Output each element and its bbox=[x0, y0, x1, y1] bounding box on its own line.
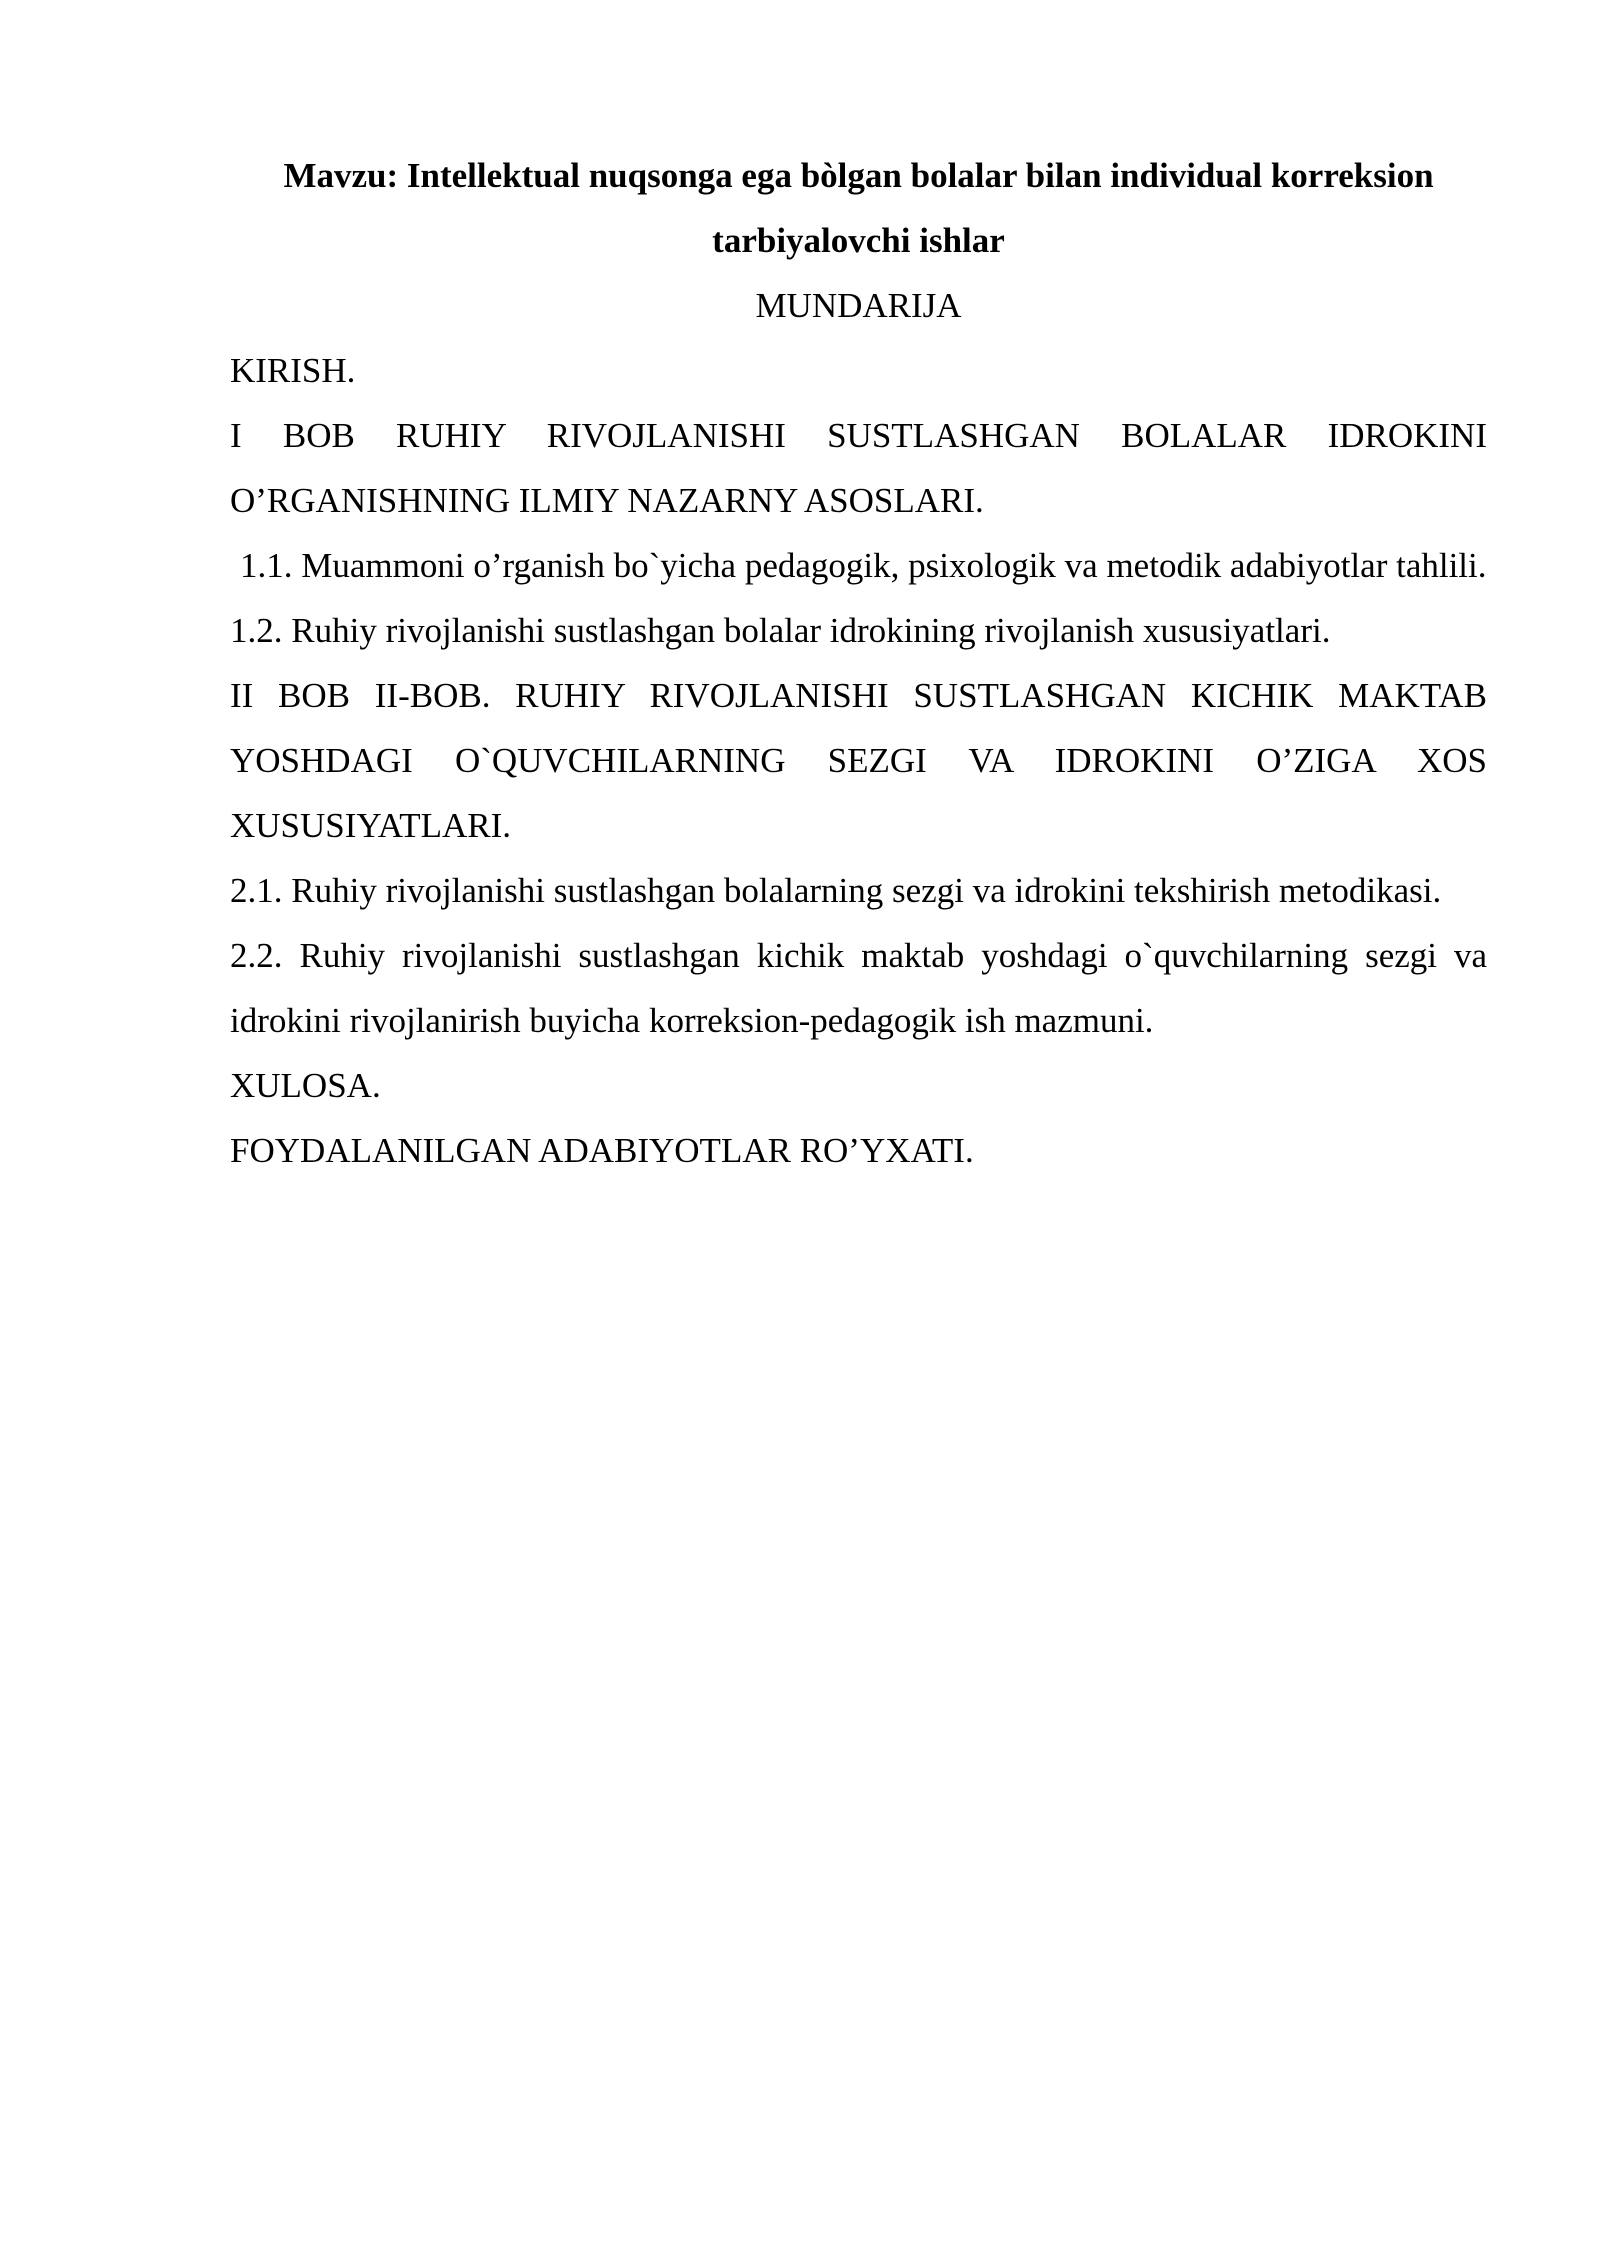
toc-entry-chapter-2: II BOB II-BOB. RUHIY RIVOJLANISHI SUSTLASHGAN KICHIK MAKTAB YOSHDAGI O`QUVCHILARNING SEZGI VA IDROKINI O’ZIGA XOS XUSUSIYATLARI. bbox=[230, 676, 1487, 845]
contents-heading: MUNDARIJA bbox=[755, 286, 962, 325]
toc-entry-section-2-2: 2.2. Ruhiy rivojlanishi sustlashgan kichik maktab yoshdagi o`quvchilarning sezgi va idrokini rivojlanirish buyicha korreksion-pedagogik ish mazmuni. bbox=[230, 936, 1487, 1040]
toc-entry-introduction: KIRISH. bbox=[230, 351, 356, 390]
document-title: Mavzu: Intellektual nuqsonga ega bòlgan bolalar bilan individual korreksion tarbiyalovchi ishlar bbox=[283, 156, 1434, 260]
toc-entry-conclusion: XULOSA. bbox=[230, 1066, 381, 1105]
toc-entry-section-1-1: 1.1. Muammoni o’rganish bo`yicha pedagogik, psixologik va metodik adabiyotlar tahlili. bbox=[240, 546, 1487, 585]
toc-entry-section-1-2: 1.2. Ruhiy rivojlanishi sustlashgan bolalar idrokining rivojlanish xususiyatlari. bbox=[230, 611, 1331, 650]
toc-entry-references: FOYDALANILGAN ADABIYOTLAR RO’YXATI. bbox=[230, 1131, 974, 1170]
document-page bbox=[230, 143, 1487, 1183]
toc-entry-chapter-1: I BOB RUHIY RIVOJLANISHI SUSTLASHGAN BOLALAR IDROKINI O’RGANISHNING ILMIY NAZARNY ASOSLARI. bbox=[230, 416, 1487, 520]
toc-entry-section-2-1: 2.1. Ruhiy rivojlanishi sustlashgan bolalarning sezgi va idrokini tekshirish metodikasi. bbox=[230, 871, 1442, 910]
